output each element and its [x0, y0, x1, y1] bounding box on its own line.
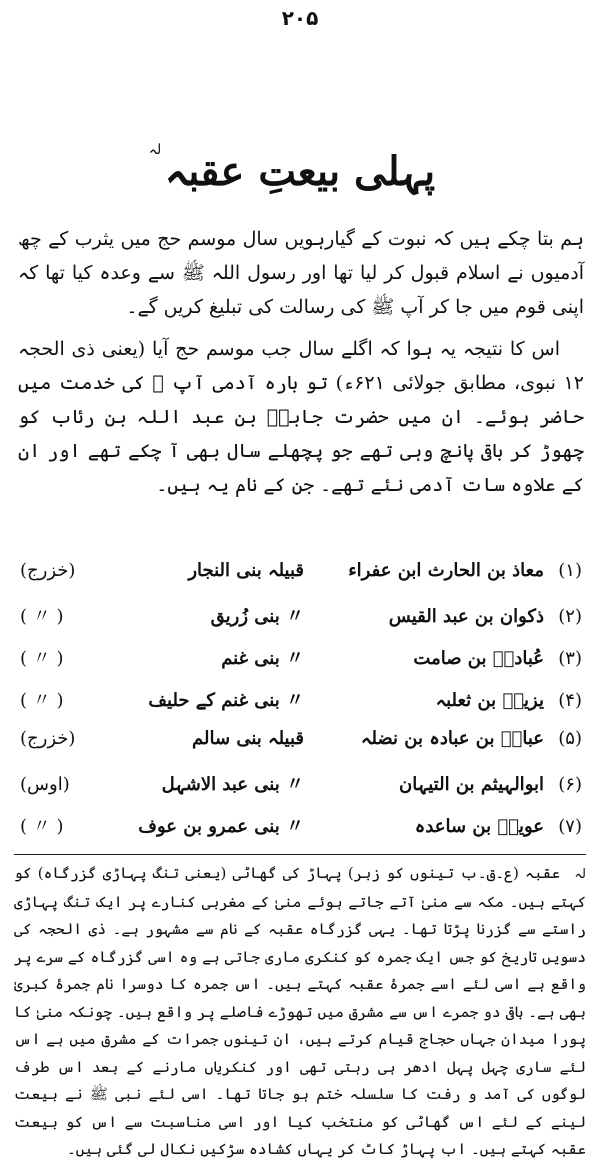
member-name: عُبادہؓ بن صامت — [413, 648, 544, 669]
paragraph-2: اس کا نتیجہ یہ ہوا کہ اگلے سال جب موسم حج آیا (یعنی ذی الحجہ ۱۲ نبوی، مطابق جولائی ۶۲۱ء) تو بارہ آدمی آپ ﷺ کی خدمت میں حاضر ہوئے۔ ان میں حضرت جابرؓ بن عبد اللہ بن رئاب کو چھوڑ کر باقی پانچ وہی تھے جو پچھلے سال بھی آ چکے تھے اور ان کے علاوہ سات آدمی نئے تھے۔ جن کے نام یہ ہیں۔ — [18, 338, 584, 496]
member-tribe: 〃 بنی زُریق — [210, 606, 304, 627]
page-number: ۲۰۵ — [281, 6, 319, 30]
member-name: ذکوان بن عبد القیس — [388, 606, 544, 627]
footnote-divider — [14, 854, 586, 855]
member-row — [20, 602, 582, 644]
member-number: (۷) — [558, 816, 582, 837]
member-branch: ( 〃 ) — [20, 606, 64, 627]
member-number: (۳) — [558, 648, 582, 669]
member-row — [20, 686, 582, 728]
member-row — [20, 728, 582, 770]
member-number: (۴) — [558, 690, 582, 711]
chapter-title — [148, 142, 436, 195]
member-number: (۱) — [558, 560, 582, 581]
member-row — [20, 644, 582, 686]
member-tribe: 〃 بنی عمرو بن عوف — [138, 816, 304, 837]
member-branch: (خزرج) — [20, 560, 76, 581]
member-branch: ( 〃 ) — [20, 816, 64, 837]
footnote — [14, 860, 586, 1164]
member-name: عویمؓ بن ساعدہ — [414, 816, 544, 837]
member-branch: ( 〃 ) — [20, 690, 64, 711]
member-branch: ( 〃 ) — [20, 648, 64, 669]
member-tribe: 〃 بنی غنم — [221, 648, 304, 669]
paragraph-1: ہم بتا چکے ہیں کہ نبوت کے گیارہویں سال موسم حج میں یثرب کے چھ آدمیوں نے اسلام قبول کر لیا تھا اور رسول اللہ ﷺ سے وعدہ کیا تھا کہ اپنی قوم میں جا کر آپ ﷺ کی رسالت کی تبلیغ کریں گے۔ — [18, 228, 584, 318]
member-name: معاذ بن الحارث ابن عفراء — [348, 560, 544, 581]
footnote-mark: لہ — [574, 867, 586, 882]
member-row — [20, 770, 582, 812]
member-tribe: قبیلہ بنی النجار — [188, 560, 304, 581]
member-branch: (خزرج) — [20, 728, 76, 749]
footnote-text: عقبہ (ع۔ق۔ب تینوں کو زبر) پہاڑ کی گھاٹی (یعنی تنگ پہاڑی گزرگاہ) کو کہتے ہیں۔ مکہ سے منیٰ آتے جاتے ہوئے منیٰ کے مغربی کنارے پر ایک تنگ پہاڑی راستے سے گزرنا پڑتا تھا۔ یہی گزرگاہ عقبہ کے نام سے مشہور ہے۔ ذی الحجہ کی دسویں تاریخ کو جس ایک جمرہ کو کنکری ماری جاتی ہے وہ اسی گزرگاہ کے سرے پر واقع ہے اسی لئے اسے جمرۂ عقبہ کہتے ہیں۔ اس جمرہ کا دوسرا نام جمرۂ کبریٰ بھی ہے۔ باقی دو جمرے اس سے مشرق میں تھوڑے فاصلے پر واقع ہیں۔ چونکہ منیٰ کا پورا میدان جہاں حجاج قیام کرتے ہیں، ان تینوں جمرات کے مشرق میں ہے اس لئے ساری چہل پہل ادھر ہی رہتی تھی اور کنکریاں مارنے کے بعد اس طرف لوگوں کی آمد و رفت کا سلسلہ ختم ہو جاتا تھا۔ اسی لئے نبی ﷺ نے بیعت لینے کے لئے اس گھاٹی کو منتخب کیا اور اسی مناسبت سے اس کو بیعت عقبہ کہتے ہیں۔ اب پہاڑ کاٹ کر یہاں کشادہ سڑکیں نکال لی گئی ہیں۔ — [14, 864, 586, 1158]
members-list — [20, 560, 582, 854]
member-tribe: 〃 بنی عبد الاشہل — [161, 774, 304, 795]
member-name: یزیدؓ بن ثعلبہ — [435, 690, 544, 711]
chapter-heading — [0, 142, 600, 195]
title-footnote-mark: لہ — [148, 142, 162, 158]
member-branch: (اوس) — [20, 774, 70, 795]
member-row — [20, 812, 582, 854]
member-number: (۵) — [558, 728, 582, 749]
member-row — [20, 560, 582, 602]
member-name: ابوالہیثم بن التیہان — [398, 774, 544, 795]
member-tribe: 〃 بنی غنم کے حلیف — [148, 690, 304, 711]
member-tribe: قبیلہ بنی سالم — [192, 728, 304, 749]
member-number: (۲) — [558, 606, 582, 627]
chapter-title-text: پہلی بیعتِ عقبہ — [164, 148, 436, 195]
body-text — [18, 222, 584, 510]
member-number: (۶) — [558, 774, 582, 795]
member-name: عباسؓ بن عبادہ بن نضلہ — [360, 728, 544, 749]
